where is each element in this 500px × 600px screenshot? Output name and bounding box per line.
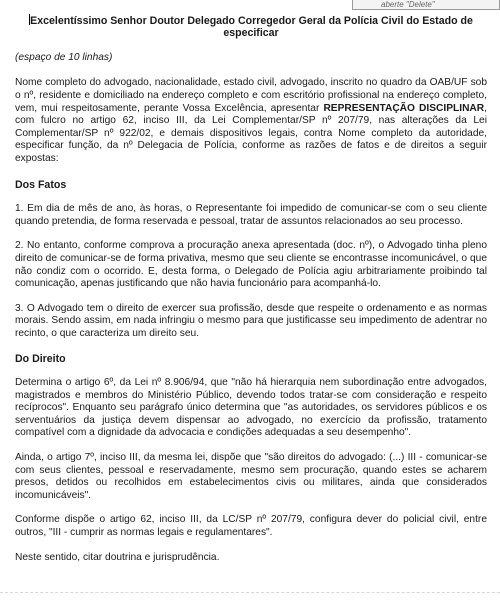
section-heading-facts: Dos Fatos (15, 178, 67, 191)
law-paragraph-4: Neste sentido, citar doutrina e jurisprudência. (15, 551, 220, 563)
petition-type-bold: REPRESENTAÇÃO DISCIPLINAR (323, 102, 485, 114)
law-paragraph-2: Ainda, o artigo 7º, inciso III, da mesma lei, dispõe que "são direitos do advogado: (...) III - comunicar-se com seus clientes, pessoal e reservadamente, mesmo sem procuração, quando estes se acharem presos, detidos ou recolhidos em estabelecimentos civis ou militares, ainda que considerados incomunicáveis". (15, 452, 487, 501)
qualification-paragraph (15, 77, 487, 165)
law-paragraph-1: Determina o artigo 6º, da Lei nº 8.906/94, que "não há hierarquia nem subordinação entre advogados, magistrados e membros do Ministério Público, devendo todos tratar-se com consideração e respeito recíprocos". Enquanto seu parágrafo único determina que "as autoridades, os servidores públicos e os serventuários da justiça devem dispensar ao advogado, no exercício da profissão, tratamento compatível com a dignidade da advocacia e condições adequadas a seu desempenho". (15, 377, 487, 439)
facts-paragraph-1: 1. Em dia de mês de ano, às horas, o Representante foi impedido de comunicar-se com o seu cliente quando pretendia, de forma reservada e pessoal, tratar de assuntos relacionados ao seu processo. (15, 203, 487, 227)
tooltip-text: aberte "Delete" (381, 0, 435, 9)
facts-paragraph-2: 2. No entanto, conforme comprova a procuração anexa apresentada (doc. nº), o Advogado tinha pleno direito de comunicar-se de forma privativa, mesmo que seu cliente se encontrasse incomunicável, o que não condiz com o ocorrido. E, desta forma, o Delegado de Polícia agiu arbitrariamente proibindo tal comunicação, apenas justificando que não havia funcionário para acompanhá-lo. (15, 240, 487, 290)
delete-hint-tooltip (352, 0, 500, 10)
facts-paragraph-3: 3. O Advogado tem o direito de exercer sua profissão, desde que respeite o ordenamento e as normas morais. Sendo assim, em nada infringiu o mesmo para que justificasse seu impedimento de adentrar no recinto, o que caracteriza um direito seu. (15, 302, 487, 339)
section-heading-law: Do Direito (15, 352, 66, 365)
document-title-text: Excelentíssimo Senhor Doutor Delegado Corregedor Geral da Polícia Civil do Estado de especificar (30, 15, 473, 40)
spacing-note: (espaço de 10 linhas) (15, 51, 113, 63)
law-paragraph-3: Conforme dispõe o artigo 62, inciso III, da LC/SP nº 207/79, configura dever do policial civil, entre outros, "III - cumprir as normas legais e regulamentares". (15, 514, 487, 539)
page-bottom-divider (0, 592, 500, 593)
document-page[interactable] (15, 14, 487, 576)
qualification-text-before: Nome completo do advogado, nacionalidade, estado civil, advogado, inscrito no quadro da OAB/UF sob o nº, residente e domiciliado na endereço completo e com escritório profissional na endereço completo, vem, mui respeitosamente, perante Vossa Excelência, apresentar (15, 77, 487, 114)
document-title (15, 14, 487, 40)
qualification-text-after: , com fulcro no artigo 62, inciso III, da Lei Complementar/SP nº 207/79, nas alterações da Lei Complementar/SP nº 922/02, e demais dispositivos legais, contra Nome completo da autoridade, especificar função, da nº Delegacia de Polícia, conforme as razões de fatos e de direitos a seguir expostas: (15, 102, 487, 164)
